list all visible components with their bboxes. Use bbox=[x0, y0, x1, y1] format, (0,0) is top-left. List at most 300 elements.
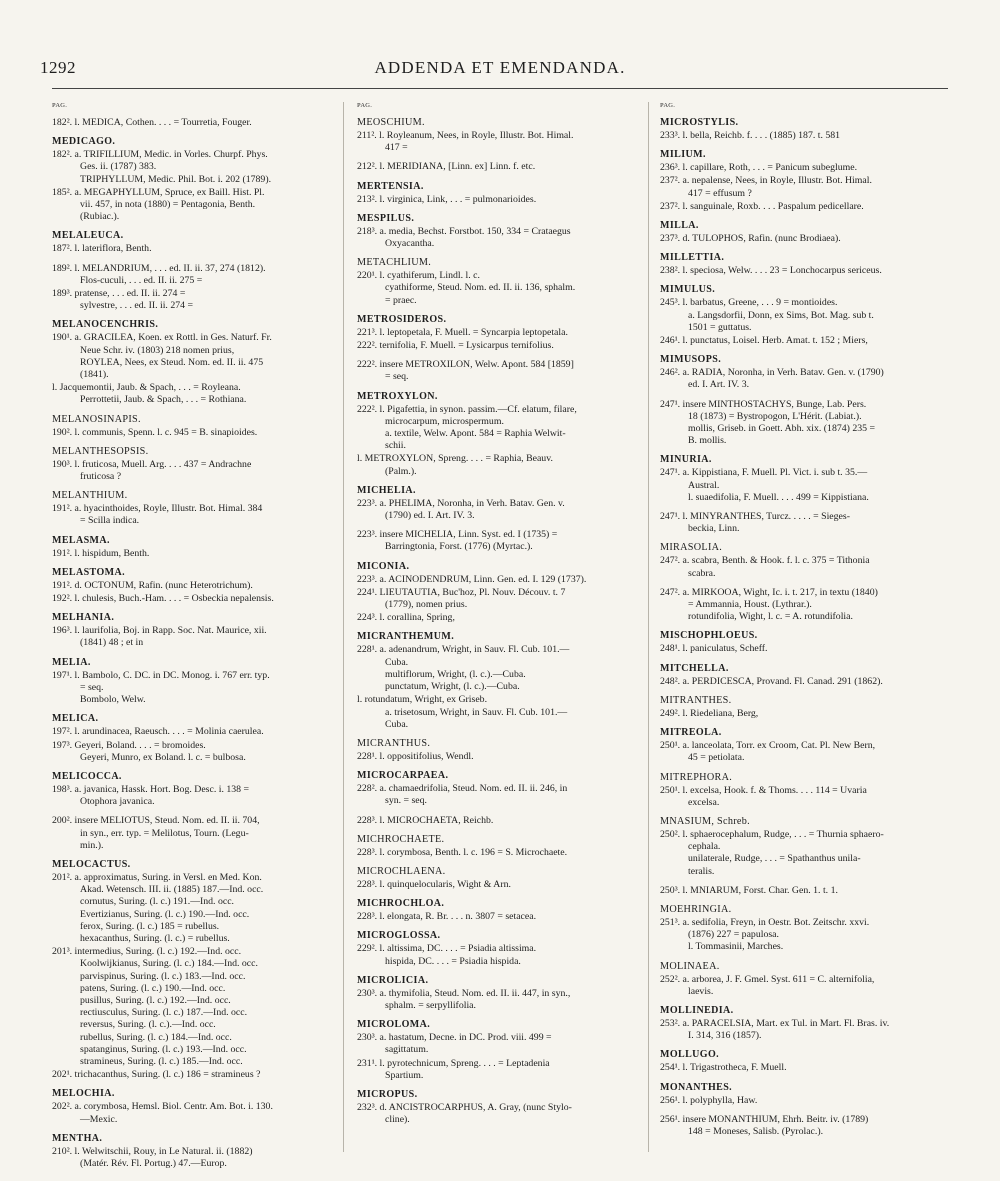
entry bbox=[52, 946, 334, 1068]
entry-line: (1790) ed. I. Art. IV. 3. bbox=[385, 510, 475, 522]
entry-line: Perrottetii, Jaub. & Spach, . . . = Rothiana. bbox=[80, 394, 247, 406]
entry-line: 210². l. Welwitschii, Rouy, in Le Natural. ii. (1882) bbox=[52, 1145, 253, 1157]
entry bbox=[52, 382, 334, 406]
entry-line: syn. = seq. bbox=[385, 795, 427, 807]
header-rule bbox=[52, 88, 948, 89]
entry bbox=[660, 740, 942, 764]
genus-heading: MILLA. bbox=[660, 220, 699, 232]
entry-line: 18 (1873) = Bystropogon, L'Hérit. (Labiat.). bbox=[688, 410, 862, 422]
entry-line: 191². l. hispidum, Benth. bbox=[52, 547, 150, 559]
genus-heading: MEDICAGO. bbox=[52, 136, 116, 148]
entry-line: 228¹. a. adenandrum, Wright, in Sauv. Fl. Cub. 101.— bbox=[357, 644, 570, 656]
entry-line: 246². a. RADIA, Noronha, in Verh. Batav. Gen. v. (1790) bbox=[660, 367, 884, 379]
column-middle bbox=[357, 102, 639, 1172]
entry bbox=[357, 340, 639, 352]
entry-line: Ges. ii. (1787) 383. bbox=[80, 161, 157, 173]
entry bbox=[52, 625, 334, 649]
entry-line: 250². l. sphaerocephalum, Rudge, . . . = Thurnia sphaero- bbox=[660, 828, 884, 840]
genus-heading: MELANTHIUM. bbox=[52, 490, 128, 502]
entry-line: l. Jacquemontii, Jaub. & Spach, . . . = Royleana. bbox=[52, 382, 241, 394]
entry bbox=[357, 453, 639, 477]
entry-line: 211². l. Royleanum, Nees, in Royle, Illustr. Bot. Himal. bbox=[357, 130, 574, 141]
entry-line: 182². l. MEDICA, Cothen. . . . = Tourretia, Fouger. bbox=[52, 117, 252, 128]
genus-heading: MOLINAEA. bbox=[660, 960, 720, 972]
entry-line: (1841) 48 ; et in bbox=[80, 637, 144, 649]
entry-line: 228³. l. MICROCHAETA, Reichb. bbox=[357, 814, 494, 826]
entry-line: 223³. insere MICHELIA, Linn. Syst. ed. I (1735) = bbox=[357, 529, 558, 541]
entry-line: 247¹. l. MINYRANTHES, Turcz. . . . . = Sieges- bbox=[660, 511, 850, 523]
entry bbox=[52, 593, 334, 605]
column-left bbox=[52, 102, 334, 1172]
entry-line: Cuba. bbox=[385, 656, 409, 668]
genus-heading: MIMULUS. bbox=[660, 284, 716, 296]
column-divider bbox=[343, 102, 344, 1152]
entry-line: TRIPHYLLUM, Medic. Phil. Bot. i. 202 (1789). bbox=[80, 173, 272, 185]
entry bbox=[357, 574, 639, 586]
entry-line: (1876) 227 = papulosa. bbox=[688, 929, 779, 941]
entry bbox=[357, 226, 639, 250]
entry bbox=[52, 1069, 334, 1081]
entry bbox=[357, 911, 639, 923]
genus-heading: MELALEUCA. bbox=[52, 230, 124, 242]
entry-line: 197³. Geyeri, Boland. . . . = bromoides. bbox=[52, 739, 206, 751]
entry bbox=[357, 644, 639, 693]
genus-heading: MICRANTHEMUM. bbox=[357, 631, 455, 643]
running-title: ADDENDA ET EMENDANDA. bbox=[374, 58, 626, 77]
entry-line: B. mollis. bbox=[688, 435, 727, 447]
entry bbox=[357, 130, 639, 154]
entry bbox=[52, 149, 334, 186]
entry-line: 191². a. hyacinthoides, Royle, Illustr. Bot. Himal. 384 bbox=[52, 503, 263, 515]
entry-line: 229². l. altissima, DC. . . . = Psiadia altissima. bbox=[357, 943, 537, 955]
entry-line: 148 = Moneses, Salisb. (Pyrolac.). bbox=[688, 1125, 824, 1137]
genus-heading: MELICOCCA. bbox=[52, 770, 122, 782]
entry bbox=[660, 175, 942, 199]
entry-line: 238². l. speciosa, Welw. . . . 23 = Lonchocarpus sericeus. bbox=[660, 265, 882, 277]
entry-line: ROYLEA, Nees, ex Steud. Nom. ed. II. ii. 475 bbox=[80, 356, 264, 368]
entry bbox=[357, 404, 639, 453]
entry bbox=[52, 670, 334, 707]
pag-label: PAG. bbox=[52, 102, 68, 109]
entry bbox=[660, 1062, 942, 1074]
entry-line: = Ammannia, Houst. (Lythrar.). bbox=[688, 599, 812, 611]
entry bbox=[660, 917, 942, 954]
entry-line: 222². l. Pigafettia, in synon. passim.—Cf. elatum, filare, bbox=[357, 403, 577, 415]
entry-line: rectiusculus, Suring. (l. c.) 187.—Ind. occ. bbox=[80, 1007, 248, 1019]
entry bbox=[660, 785, 942, 809]
entry-line: 228¹. l. oppositifolius, Wendl. bbox=[357, 750, 474, 762]
genus-heading: MILIUM. bbox=[660, 149, 706, 161]
entry bbox=[52, 263, 334, 287]
entry-line: (1841). bbox=[80, 369, 109, 381]
genus-heading: MONANTHES. bbox=[660, 1081, 733, 1093]
genus-heading: MESPILUS. bbox=[357, 212, 415, 224]
genus-heading: MICROPUS. bbox=[357, 1088, 418, 1100]
entry-line: (Rubiac.). bbox=[80, 211, 120, 223]
entry bbox=[52, 459, 334, 483]
entry-line: 189². l. MELANDRIUM, . . . ed. II. ii. 37, 274 (1812). bbox=[52, 262, 266, 274]
entry-line: I. 314, 316 (1857). bbox=[688, 1030, 762, 1042]
entry-line: 248². a. PERDICESCA, Provand. Fl. Canad. 291 (1862). bbox=[660, 675, 883, 687]
entry-line: spatanginus, Suring. (l. c.) 193.—Ind. occ. bbox=[80, 1043, 247, 1055]
entry-line: 246¹. l. punctatus, Loisel. Herb. Amat. t. 152 ; Miers, bbox=[660, 335, 868, 347]
entry-line: 190¹. a. GRACILEA, Koen. ex Rottl. in Ges. Naturf. Fr. bbox=[52, 332, 272, 344]
entry bbox=[357, 161, 639, 173]
entry-line: 212². l. MERIDIANA, [Linn. ex] Linn. f. etc. bbox=[357, 161, 536, 173]
entry-line: Barringtonia, Forst. (1776) (Myrtac.). bbox=[385, 541, 533, 553]
entry bbox=[357, 847, 639, 859]
entry-line: in syn., err. typ. = Melilotus, Tourn. (Legu- bbox=[80, 827, 249, 839]
entry-line: 213². l. virginica, Link, . . . = pulmonarioides. bbox=[357, 193, 537, 205]
entry bbox=[52, 872, 334, 945]
entry bbox=[52, 117, 334, 129]
entry bbox=[660, 467, 942, 504]
entry-line: (1779), nomen prius. bbox=[385, 599, 468, 611]
entry bbox=[660, 587, 942, 624]
genus-heading: MELIA. bbox=[52, 656, 91, 668]
entry-line: cornutus, Suring. (l. c.) 191.—Ind. occ. bbox=[80, 896, 234, 908]
entry-line: 202¹. trichacanthus, Suring. (l. c.) 186 = stramineus ? bbox=[52, 1069, 261, 1081]
genus-heading: MEOSCHIUM. bbox=[357, 117, 425, 128]
entry bbox=[660, 511, 942, 535]
entry-line: 254¹. l. Trigastrotheca, F. Muell. bbox=[660, 1062, 787, 1074]
genus-heading: MIMUSOPS. bbox=[660, 354, 722, 366]
entry-line: 247¹. insere MINTHOSTACHYS, Bunge, Lab. Pers. bbox=[660, 398, 867, 410]
entry-line: 220¹. l. cyathiferum, Lindl. l. c. bbox=[357, 270, 480, 282]
entry-line: patens, Suring. (l. c.) 190.—Ind. occ. bbox=[80, 982, 226, 994]
entry-line: sylvestre, . . . ed. II. ii. 274 = bbox=[80, 300, 193, 312]
entry bbox=[660, 829, 942, 878]
genus-heading: MELANTHESOPSIS. bbox=[52, 445, 149, 457]
entry-line: 223³. a. PHELIMA, Noronha, in Verh. Batav. Gen. v. bbox=[357, 497, 565, 509]
genus-heading: MISCHOPHLOEUS. bbox=[660, 630, 758, 642]
entry-line: 249². l. Riedeliana, Berg, bbox=[660, 707, 759, 719]
entry-line: 222². ternifolia, F. Muell. = Lysicarpus ternifolius. bbox=[357, 340, 554, 352]
genus-heading: MELOCHIA. bbox=[52, 1088, 115, 1100]
entry-line: cline). bbox=[385, 1114, 410, 1126]
entry-line: = seq. bbox=[385, 371, 409, 383]
entry-line: hispida, DC. . . . = Psiadia hispida. bbox=[385, 955, 521, 967]
pag-label: PAG. bbox=[357, 102, 373, 109]
entry-line: a. trisetosum, Wright, in Sauv. Fl. Cub. 101.— bbox=[385, 706, 568, 718]
entry-line: Oxyacantha. bbox=[385, 238, 435, 250]
entry bbox=[660, 265, 942, 277]
entry bbox=[357, 783, 639, 807]
entry-line: hexacanthus, Suring. (l. c.) = rubellus. bbox=[80, 932, 230, 944]
entry-line: punctatum, Wright, (l. c.).—Cuba. bbox=[385, 681, 520, 693]
entry-line: Spartium. bbox=[385, 1069, 424, 1081]
entry-line: = praec. bbox=[385, 294, 417, 306]
entry bbox=[357, 1102, 639, 1126]
genus-heading: MERTENSIA. bbox=[357, 180, 424, 192]
entry-line: 233³. l. bella, Reichb. f. . . . (1885) 187. t. 581 bbox=[660, 130, 841, 141]
entry-line: 256¹. l. polyphylla, Haw. bbox=[660, 1094, 758, 1106]
entry-line: Akad. Wetensch. III. ii. (1885) 187.—Ind. occ. bbox=[80, 884, 264, 896]
entry-line: 247². a. MIRKOOA, Wight, Ic. i. t. 217, in textu (1840) bbox=[660, 586, 878, 598]
genus-heading: MITREOLA. bbox=[660, 727, 722, 739]
entry-line: 197¹. l. Bambolo, C. DC. in DC. Monog. i. 767 err. typ. bbox=[52, 669, 270, 681]
genus-heading: METROSIDEROS. bbox=[357, 313, 447, 325]
entry-line: laevis. bbox=[688, 985, 714, 997]
entry bbox=[357, 359, 639, 383]
genus-heading: MICROGLOSSA. bbox=[357, 930, 441, 942]
genus-heading: MICRANTHUS. bbox=[357, 737, 431, 749]
entry-line: pusillus, Suring. (l. c.) 192.—Ind. occ. bbox=[80, 994, 231, 1006]
entry-line: ferox, Suring. (l. c.) 185 = rubellus. bbox=[80, 920, 220, 932]
entry bbox=[52, 548, 334, 560]
entry-line: 247¹. a. Kippistiana, F. Muell. Pl. Vict. i. sub t. 35.— bbox=[660, 467, 868, 479]
page-number: 1292 bbox=[40, 58, 76, 77]
entry bbox=[52, 1146, 334, 1170]
entry-line: 190³. l. fruticosa, Muell. Arg. . . . 437 = Andrachne bbox=[52, 458, 252, 470]
entry bbox=[357, 751, 639, 763]
entry-line: a. Langsdorfii, Donn, ex Sims, Bot. Mag. sub t. bbox=[688, 309, 874, 321]
entry bbox=[660, 708, 942, 720]
entry-line: 230³. a. thymifolia, Steud. Nom. ed. II. ii. 447, in syn., bbox=[357, 987, 571, 999]
entry-line: scabra. bbox=[688, 567, 716, 579]
entry-line: schii. bbox=[385, 440, 406, 452]
genus-heading: MIRASOLIA. bbox=[660, 542, 723, 554]
entry bbox=[660, 297, 942, 334]
entry-line: 221³. l. leptopetala, F. Muell. = Syncarpia leptopetala. bbox=[357, 326, 568, 338]
entry-line: 200². insere MELIOTUS, Steud. Nom. ed. II. ii. 704, bbox=[52, 815, 260, 827]
entry bbox=[357, 815, 639, 827]
entry-line: 250³. l. MNIARUM, Forst. Char. Gen. 1. t. 1. bbox=[660, 884, 838, 896]
entry-line: Flos-cuculi, . . . ed. II. ii. 275 = bbox=[80, 274, 203, 286]
entry-line: fruticosa ? bbox=[80, 471, 122, 483]
entry-line: rubellus, Suring. (l. c.) 184.—Ind. occ. bbox=[80, 1031, 232, 1043]
entry-line: 190². l. communis, Spenn. l. c. 945 = B. sinapioides. bbox=[52, 426, 258, 438]
entry-line: Austral. bbox=[688, 479, 720, 491]
entry bbox=[52, 288, 334, 312]
entry-line: 417 = effusum ? bbox=[688, 187, 752, 199]
entry-line: vii. 457, in nota (1880) = Pentagonia, Benth. bbox=[80, 199, 256, 211]
entry bbox=[357, 1032, 639, 1056]
entry-line: microcarpum, microspermum. bbox=[385, 415, 504, 427]
genus-heading: MNASIUM, Schreb. bbox=[660, 815, 750, 827]
entry bbox=[660, 1095, 942, 1107]
entry-line: 256¹. insere MONANTHIUM, Ehrh. Beitr. iv. (1789) bbox=[660, 1113, 869, 1125]
genus-heading: MELANOSINAPIS. bbox=[52, 413, 141, 425]
genus-heading: MELANOCENCHRIS. bbox=[52, 319, 159, 331]
entry-line: min.). bbox=[80, 839, 104, 851]
entry-line: 198³. a. javanica, Hassk. Hort. Bog. Desc. i. 138 = bbox=[52, 783, 250, 795]
entry bbox=[660, 1114, 942, 1138]
entry bbox=[357, 943, 639, 967]
entry bbox=[660, 974, 942, 998]
entry-line: (Matér. Rév. Fl. Portug.) 47.—Europ. bbox=[80, 1157, 227, 1169]
entry-line: 45 = petiolata. bbox=[688, 752, 745, 764]
entry-line: 245³. l. barbatus, Greene, . . . 9 = montioides. bbox=[660, 297, 838, 309]
entry bbox=[660, 130, 942, 142]
entry-line: 250¹. a. lanceolata, Torr. ex Croom, Cat. Pl. New Bern, bbox=[660, 740, 876, 752]
entry-line: mollis, Griseb. in Goett. Abh. xix. (1874) 235 = bbox=[688, 423, 876, 435]
entry-line: 250¹. l. excelsa, Hook. f. & Thoms. . . . 114 = Uvaria bbox=[660, 784, 867, 796]
entry bbox=[357, 270, 639, 307]
entry-line: Neue Schr. iv. (1803) 218 nomen prius, bbox=[80, 344, 235, 356]
genus-heading: MOLLUGO. bbox=[660, 1049, 720, 1061]
entry-line: 236³. l. capillare, Roth, . . . = Panicum subeglume. bbox=[660, 162, 858, 174]
entry bbox=[52, 784, 334, 808]
genus-heading: MICROLOMA. bbox=[357, 1019, 431, 1031]
genus-heading: MELOCACTUS. bbox=[52, 858, 131, 870]
genus-heading: MENTHA. bbox=[52, 1132, 103, 1144]
entry-line: 222². insere METROXILON, Welw. Apont. 584 [1859] bbox=[357, 359, 574, 371]
entry-line: 237². l. sanguinale, Roxb. . . . Paspalum pedicellare. bbox=[660, 200, 864, 212]
entry-line: Cuba. bbox=[385, 718, 409, 730]
entry-line: 202². a. corymbosa, Hemsl. Biol. Centr. Am. Bot. i. 130. bbox=[52, 1101, 273, 1113]
entry-line: Bombolo, Welw. bbox=[80, 694, 146, 706]
genus-heading: MILLETTIA. bbox=[660, 252, 725, 264]
genus-heading: MICHROCHLOA. bbox=[357, 898, 445, 910]
entry-line: 201³. intermedius, Suring. (l. c.) 192.—Ind. occ. bbox=[52, 946, 242, 958]
entry bbox=[357, 498, 639, 522]
entry-line: 197². l. arundinacea, Raeusch. . . . = Molinia caerulea. bbox=[52, 726, 264, 738]
entry-line: l. Tommasinii, Marches. bbox=[688, 941, 784, 953]
entry-line: unilaterale, Rudge, . . . = Spathanthus unila- bbox=[688, 853, 861, 865]
entry bbox=[357, 612, 639, 624]
entry-line: 237³. d. TULOPHOS, Rafin. (nunc Brodiaea). bbox=[660, 233, 841, 245]
entry-line: 228³. l. quinquelocularis, Wight & Arn. bbox=[357, 878, 511, 890]
entry-line: —Mexic. bbox=[80, 1113, 118, 1125]
column-right bbox=[660, 102, 942, 1172]
entry-line: = seq. bbox=[80, 681, 104, 693]
entry-line: l. METROXYLON, Spreng. . . . = Raphia, Beauv. bbox=[357, 453, 553, 465]
entry-line: l. rotundatum, Wright, ex Griseb. bbox=[357, 694, 488, 706]
entry bbox=[660, 885, 942, 897]
entry bbox=[660, 1018, 942, 1042]
entry bbox=[357, 194, 639, 206]
entry bbox=[660, 233, 942, 245]
entry bbox=[357, 988, 639, 1012]
genus-heading: MINURIA. bbox=[660, 454, 712, 466]
entry bbox=[660, 555, 942, 579]
entry-line: 182². a. TRIFILLIUM, Medic. in Vorles. Churpf. Phys. bbox=[52, 149, 268, 161]
entry bbox=[660, 367, 942, 391]
entry bbox=[357, 879, 639, 891]
genus-heading: MICROCHLAENA. bbox=[357, 865, 446, 877]
entry-line: 1501 = guttatus. bbox=[688, 321, 752, 333]
entry bbox=[357, 587, 639, 611]
entry-line: reversus, Suring. (l. c.).—Ind. occ. bbox=[80, 1019, 216, 1031]
entry-line: 417 = bbox=[385, 142, 408, 154]
genus-heading: MICONIA. bbox=[357, 560, 410, 572]
entry-line: 232³. d. ANCISTROCARPHUS, A. Gray, (nunc Stylo- bbox=[357, 1101, 572, 1113]
entry bbox=[52, 580, 334, 592]
entry bbox=[660, 676, 942, 688]
entry bbox=[660, 399, 942, 448]
entry-line: teralis. bbox=[688, 865, 715, 877]
entry bbox=[357, 1058, 639, 1082]
entry bbox=[660, 201, 942, 213]
entry-line: (Palm.). bbox=[385, 465, 417, 477]
entry bbox=[52, 427, 334, 439]
entry-line: 230³. a. hastatum, Decne. in DC. Prod. viii. 499 = bbox=[357, 1032, 552, 1044]
entry-line: 253². a. PARACELSIA, Mart. ex Tul. in Mart. Fl. Bras. iv. bbox=[660, 1017, 890, 1029]
entry bbox=[52, 815, 334, 852]
entry-line: 192². l. chulesis, Buch.-Ham. . . . = Osbeckia nepalensis. bbox=[52, 593, 274, 605]
entry-line: 247². a. scabra, Benth. & Hook. f. l. c. 375 = Tithonia bbox=[660, 555, 870, 567]
genus-heading: MOLLINEDIA. bbox=[660, 1004, 734, 1016]
entry-line: 252². a. arborea, J. F. Gmel. Syst. 611 = C. alternifolia, bbox=[660, 973, 875, 985]
entry-line: 223³. a. ACINODENDRUM, Linn. Gen. ed. I. 129 (1737). bbox=[357, 573, 587, 585]
entry-line: Koolwijkianus, Suring. (l. c.) 184.—Ind. occ. bbox=[80, 958, 258, 970]
genus-heading: MITREPHORA. bbox=[660, 771, 733, 783]
entry-line: 187². l. lateriflora, Benth. bbox=[52, 243, 152, 255]
genus-heading: MELHANIA. bbox=[52, 612, 115, 624]
entry-line: a. textile, Welw. Apont. 584 = Raphia Welwit- bbox=[385, 428, 566, 440]
entry-line: 231¹. l. pyrotechnicum, Spreng. . . . = Leptadenia bbox=[357, 1057, 550, 1069]
genus-heading: METACHLIUM. bbox=[357, 257, 432, 269]
genus-heading: MITRANTHES. bbox=[660, 694, 732, 706]
entry bbox=[52, 726, 334, 738]
genus-heading: MELASTOMA. bbox=[52, 566, 125, 578]
entry bbox=[52, 503, 334, 527]
entry-line: 224¹. LIEUTAUTIA, Buc'hoz, Pl. Nouv. Découv. t. 7 bbox=[357, 586, 566, 598]
entry-line: beckia, Linn. bbox=[688, 523, 740, 535]
entry-line: ed. I. Art. IV. 3. bbox=[688, 379, 750, 391]
entry-line: 185². a. MEGAPHYLLUM, Spruce, ex Baill. Hist. Pl. bbox=[52, 186, 265, 198]
entry bbox=[357, 694, 639, 731]
genus-heading: MELASMA. bbox=[52, 534, 110, 546]
entry bbox=[52, 332, 334, 381]
entry-line: l. suaedifolia, F. Muell. . . . 499 = Kippistiana. bbox=[688, 491, 869, 503]
entry-line: 228³. l. elongata, R. Br. . . . n. 3807 = setacea. bbox=[357, 911, 537, 923]
entry-line: 218³. a. media, Bechst. Forstbot. 150, 334 = Crataegus bbox=[357, 225, 571, 237]
entry-line: sagittatum. bbox=[385, 1044, 429, 1056]
column-divider bbox=[648, 102, 649, 1152]
entry-line: Otophora javanica. bbox=[80, 796, 155, 808]
entry-line: 189³. pratense, . . . ed. II. ii. 274 = bbox=[52, 288, 186, 300]
genus-heading: MICROCARPAEA. bbox=[357, 770, 449, 782]
entry bbox=[357, 327, 639, 339]
entry-line: parvispinus, Suring. (l. c.) 183.—Ind. occ. bbox=[80, 970, 246, 982]
entry-line: = Scilla indica. bbox=[80, 515, 140, 527]
entry-line: 237². a. nepalense, Nees, in Royle, Illustr. Bot. Himal. bbox=[660, 175, 872, 187]
entry-line: 248¹. l. paniculatus, Scheff. bbox=[660, 643, 768, 655]
entry-line: 228³. l. corymbosa, Benth. l. c. 196 = S. Microchaete. bbox=[357, 846, 568, 858]
entry-line: rotundifolia, Wight, l. c. = A. rotundifolia. bbox=[688, 611, 853, 623]
entry-line: sphalm. = serpyllifolia. bbox=[385, 999, 476, 1011]
genus-heading: MICHELIA. bbox=[357, 484, 416, 496]
entry-line: Evertizianus, Suring. (l. c.) 190.—Ind. occ. bbox=[80, 908, 250, 920]
entry bbox=[660, 643, 942, 655]
entry bbox=[660, 335, 942, 347]
entry-line: 251³. a. sedifolia, Freyn, in Oestr. Bot. Zeitschr. xxvi. bbox=[660, 916, 870, 928]
entry-line: excelsa. bbox=[688, 796, 720, 808]
genus-heading: METROXYLON. bbox=[357, 390, 438, 402]
entry-line: cephala. bbox=[688, 841, 721, 853]
entry-line: 196³. l. laurifolia, Boj. in Rapp. Soc. Nat. Maurice, xii. bbox=[52, 625, 267, 637]
entry-line: 228². a. chamaedrifolia, Steud. Nom. ed. II. ii. 246, in bbox=[357, 783, 568, 795]
genus-heading: MOEHRINGIA. bbox=[660, 903, 732, 915]
genus-heading: MITCHELLA. bbox=[660, 662, 729, 674]
entry bbox=[52, 243, 334, 255]
entry-line: 201². a. approximatus, Suring. in Versl. en Med. Kon. bbox=[52, 871, 262, 883]
entry-line: multiflorum, Wright, (l. c.).—Cuba. bbox=[385, 668, 526, 680]
entry-line: Geyeri, Munro, ex Boland. l. c. = bulbosa. bbox=[80, 751, 246, 763]
genus-heading: MICHROCHAETE. bbox=[357, 833, 445, 845]
entry-line: 224³. l. corallina, Spring, bbox=[357, 612, 455, 624]
genus-heading: MICROSTYLIS. bbox=[660, 117, 739, 128]
entry-line: cyathiforme, Steud. Nom. ed. II. ii. 136, sphalm. bbox=[385, 282, 576, 294]
entry bbox=[660, 162, 942, 174]
pag-label: PAG. bbox=[660, 102, 676, 109]
genus-heading: MICROLICIA. bbox=[357, 974, 429, 986]
entry-line: stramineus, Suring. (l. c.) 185.—Ind. occ. bbox=[80, 1055, 243, 1067]
entry bbox=[52, 1101, 334, 1125]
entry-line: 191². d. OCTONUM, Rafin. (nunc Heterotrichum). bbox=[52, 579, 253, 591]
